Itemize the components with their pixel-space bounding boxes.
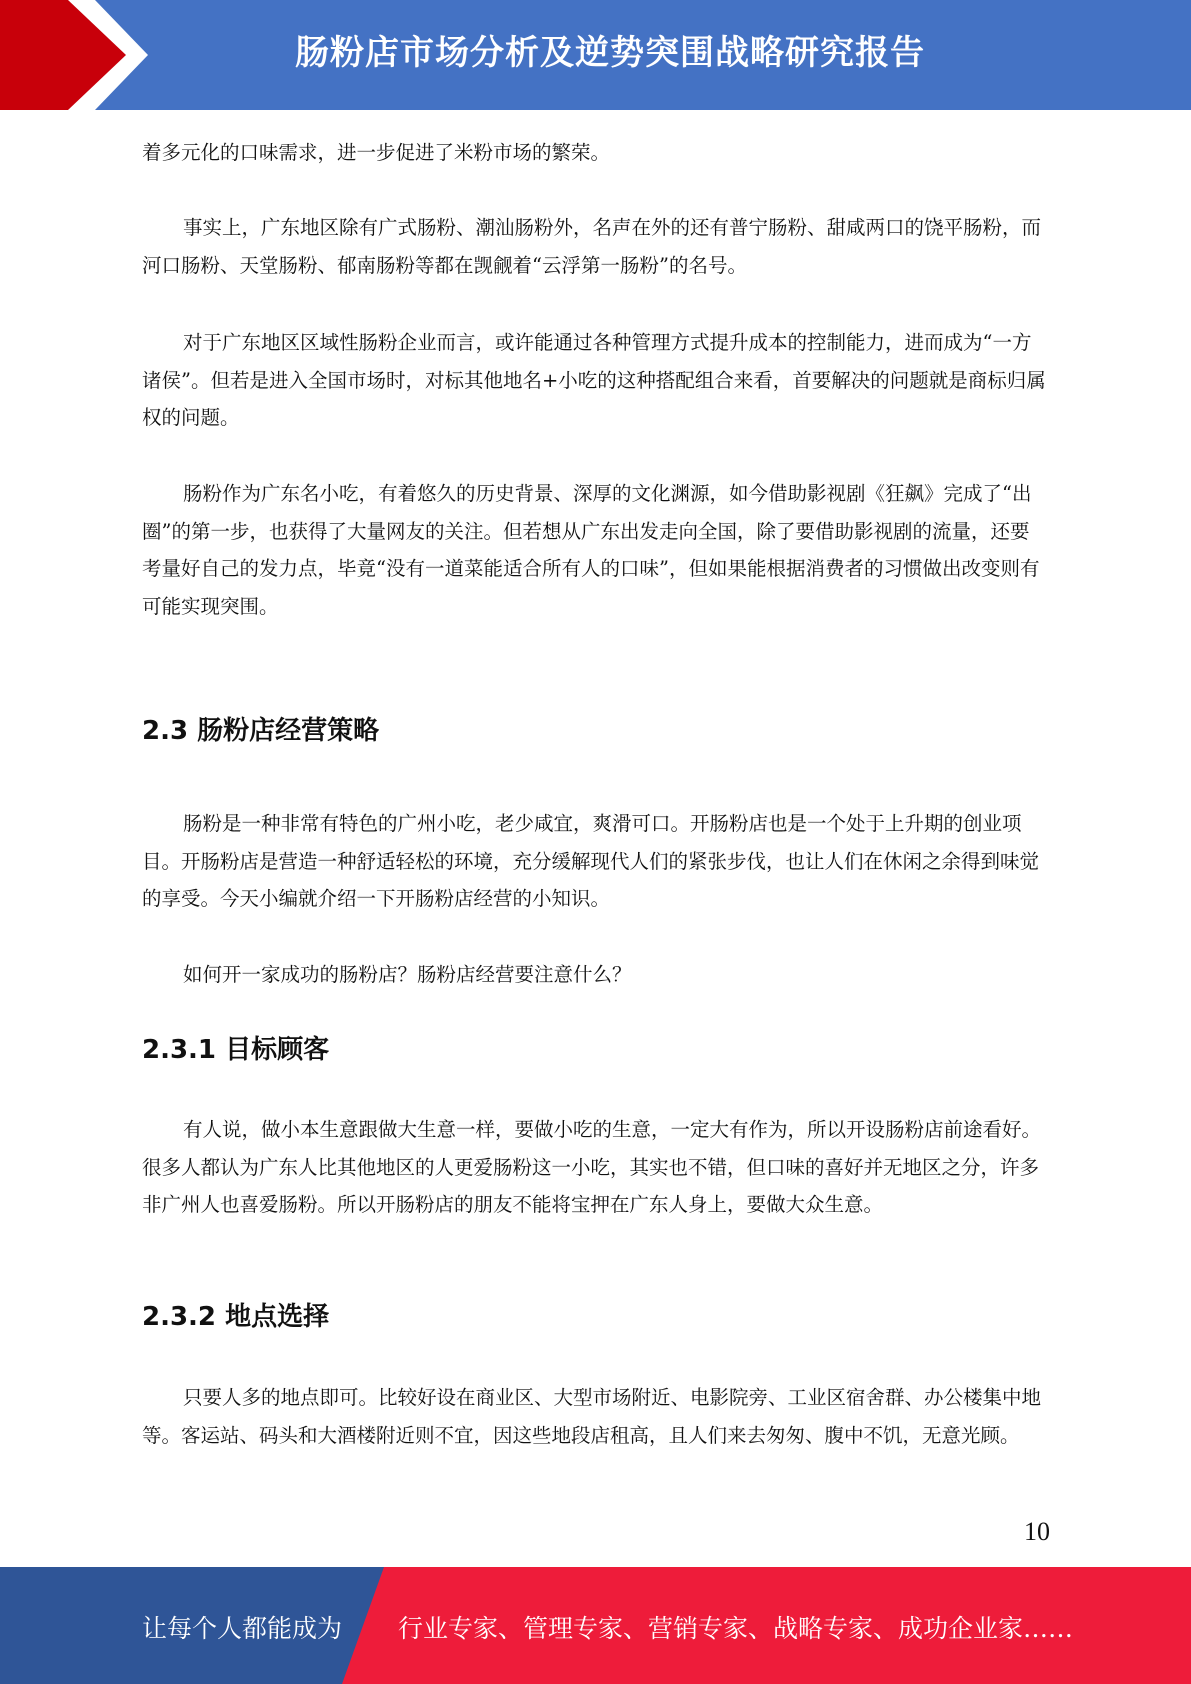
footer-slogan-left: 让每个人都能成为 [142, 1614, 343, 1643]
footer-slogan-right: 行业专家、管理专家、营销专家、战略专家、成功企业家…… [398, 1614, 1074, 1643]
paragraph: 肠粉作为广东名小吃，有着悠久的历史背景、深厚的文化渊源，如今借助影视剧《狂飙》完成了“出圈”的第一步，也获得了大量网友的关注。但若想从广东出发走向全国，除了要借助影视剧的流量，还要考量好自己的发力点，毕竟“没有一道菜能适合所有人的口味”，但如果能根据消费者的习惯做出改变则有可能实现突围。 [142, 482, 1040, 618]
paragraph: 对于广东地区区域性肠粉企业而言，或许能通过各种管理方式提升成本的控制能力，进而成为“一方诸侯”。但若是进入全国市场时，对标其他地名+小吃的这种搭配组合来看，首要解决的问题就是商标归属权的问题。 [142, 331, 1046, 429]
paragraph: 着多元化的口味需求，进一步促进了米粉市场的繁荣。 [142, 141, 611, 164]
paragraph: 肠粉是一种非常有特色的广州小吃，老少咸宜，爽滑可口。开肠粉店也是一个处于上升期的创业项目。开肠粉店是营造一种舒适轻松的环境，充分缓解现代人们的紧张步伐，也让人们在休闲之余得到味觉的享受。今天小编就介绍一下开肠粉店经营的小知识。 [142, 812, 1040, 910]
header-banner [0, 0, 1191, 110]
report-title: 肠粉店市场分析及逆势突围战略研究报告 [295, 33, 925, 73]
paragraph: 有人说，做小本生意跟做大生意一样，要做小吃的生意，一定大有作为，所以开设肠粉店前途看好。很多人都认为广东人比其他地区的人更爱肠粉这一小吃，其实也不错，但口味的喜好并无地区之分，许多非广州人也喜爱肠粉。所以开肠粉店的朋友不能将宝押在广东人身上，要做大众生意。 [142, 1118, 1042, 1216]
paragraph: 如何开一家成功的肠粉店？肠粉店经营要注意什么？ [183, 963, 632, 986]
subsection-heading: 2.3.2 地点选择 [142, 1302, 330, 1332]
subsection-heading: 2.3.1 目标顾客 [142, 1035, 330, 1065]
paragraph: 事实上，广东地区除有广式肠粉、潮汕肠粉外，名声在外的还有普宁肠粉、甜咸两口的饶平肠粉，而河口肠粉、天堂肠粉、郁南肠粉等都在觊觎着“云浮第一肠粉”的名号。 [142, 216, 1042, 277]
section-heading: 2.3 肠粉店经营策略 [142, 716, 380, 746]
footer-banner [0, 1567, 1191, 1684]
paragraph: 只要人多的地点即可。比较好设在商业区、大型市场附近、电影院旁、工业区宿舍群、办公楼集中地等。客运站、码头和大酒楼附近则不宜，因这些地段店租高，且人们来去匆匆、腹中不饥，无意光顾。 [142, 1386, 1042, 1447]
page-number: 10 [1024, 1517, 1050, 1546]
